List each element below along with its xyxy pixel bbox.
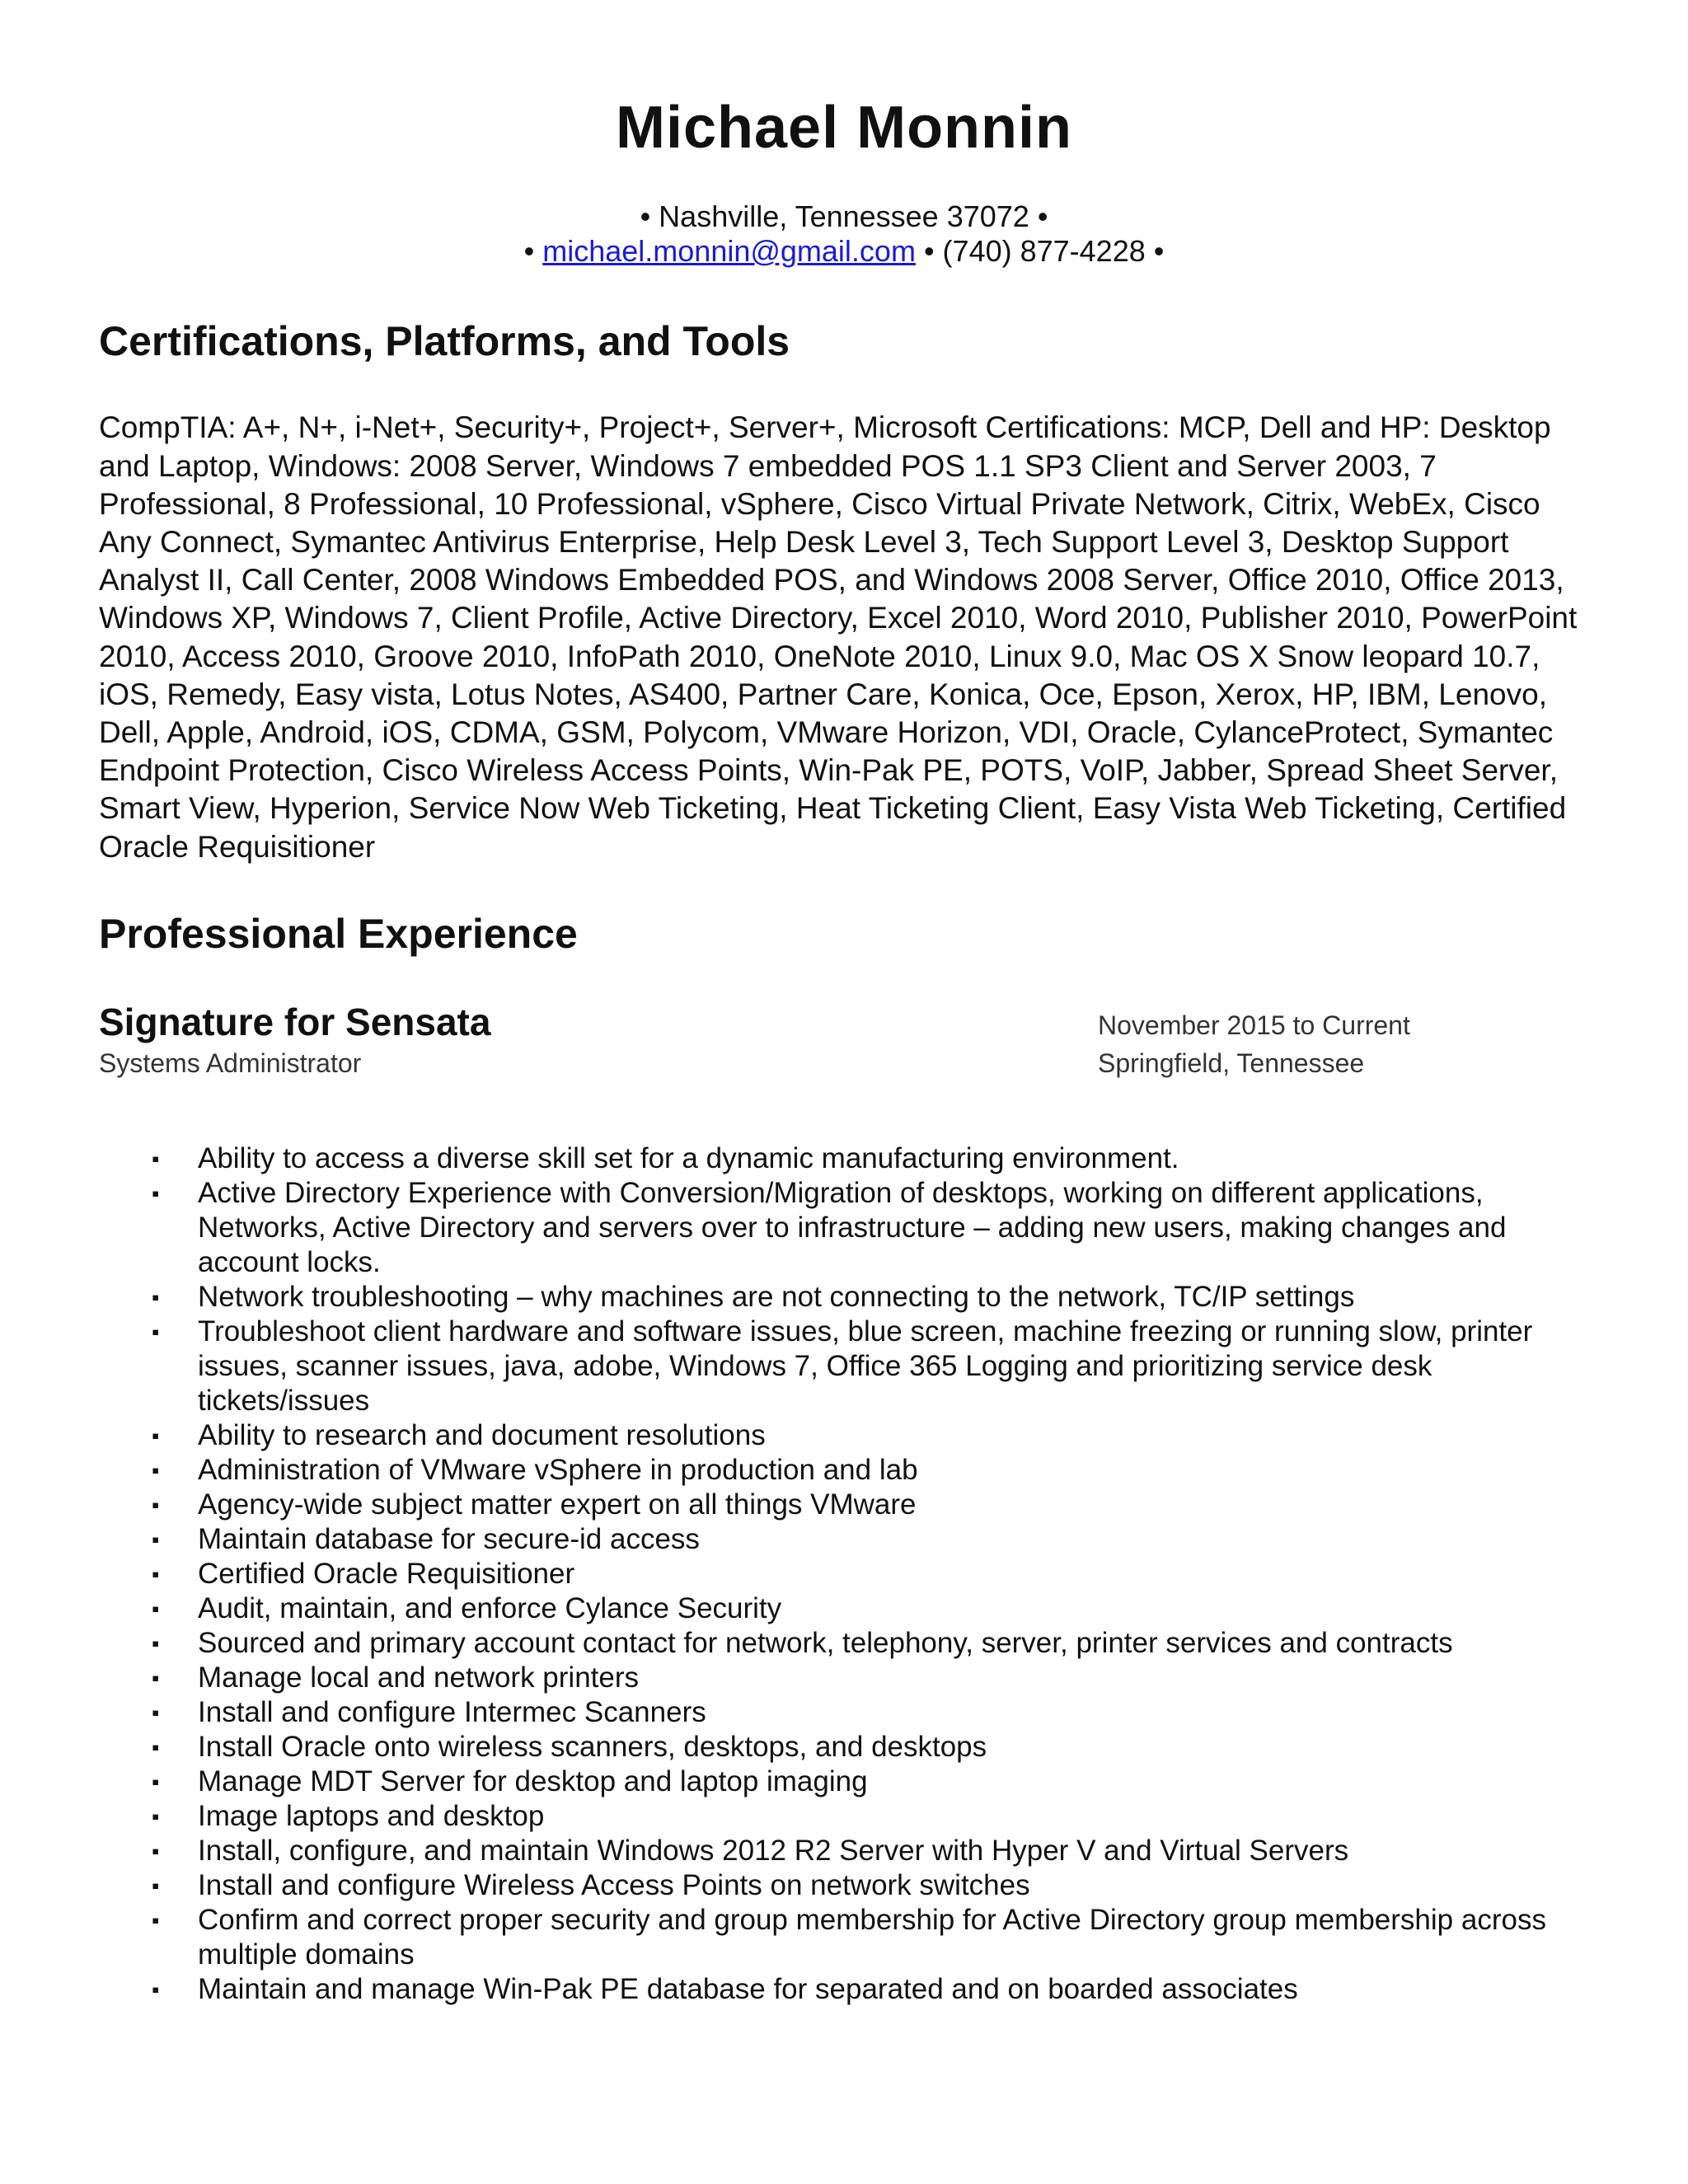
email-phone-line [99, 234, 1589, 269]
job-company: Signature for Sensata [99, 1000, 491, 1043]
list-item [99, 1695, 1591, 1730]
bullet-icon: ▪ [152, 1492, 160, 1517]
certifications-heading: Certifications, Platforms, and Tools [99, 318, 790, 365]
bullet-text: Active Directory Experience with Conversion/Migration of desktops, working on different applications, Networks, Active Directory and servers over to infrastructure – adding new users, making changes and account locks. [198, 1176, 1507, 1278]
bullet-text: Maintain and manage Win-Pak PE database for separated and on boarded associates [198, 1972, 1298, 2005]
bullet-text: Install, configure, and maintain Windows 2012 R2 Server with Hyper V and Virtual Servers [198, 1834, 1349, 1867]
list-item [99, 1591, 1591, 1626]
bullet-icon: ▪ [152, 1561, 160, 1586]
bullet-icon: ▪ [152, 1630, 160, 1656]
bullet-text: Network troubleshooting – why machines are not connecting to the network, TC/IP settings [198, 1280, 1355, 1313]
bullet-text: Administration of VMware vSphere in production and lab [198, 1453, 918, 1486]
list-item [99, 1903, 1591, 1972]
candidate-name: Michael Monnin [616, 95, 1072, 161]
bullet-text: Manage local and network printers [198, 1661, 640, 1694]
bullet-icon: ▪ [152, 1180, 160, 1206]
list-item [99, 1557, 1591, 1591]
list-item [99, 1799, 1591, 1834]
bullet-text: Ability to research and document resolutions [198, 1418, 766, 1451]
list-item [99, 1418, 1591, 1453]
list-item [99, 1661, 1591, 1695]
list-item [99, 1176, 1591, 1280]
bullet-text: Audit, maintain, and enforce Cylance Security [198, 1591, 782, 1624]
bullet-text: Sourced and primary account contact for network, telephony, server, printer services and contracts [198, 1626, 1453, 1659]
bullet-text: Ability to access a diverse skill set for a dynamic manufacturing environment. [198, 1141, 1179, 1174]
bullet-icon: ▪ [152, 1457, 160, 1483]
bullet-icon: ▪ [152, 1422, 160, 1448]
job-location: Springfield, Tennessee [1098, 1047, 1365, 1078]
contact-block [99, 199, 1589, 269]
bullet-text: Install and configure Wireless Access Points on network switches [198, 1868, 1030, 1901]
bullet-icon: ▪ [152, 1734, 160, 1760]
bullet-icon: ▪ [152, 1838, 160, 1863]
list-item [99, 1626, 1591, 1661]
job-bullet-list [99, 1141, 1591, 2007]
bullet-icon: ▪ [152, 1665, 160, 1690]
list-item [99, 1972, 1591, 2007]
job-dates: November 2015 to Current [1098, 1010, 1410, 1040]
bullet-icon: ▪ [152, 1872, 160, 1898]
bullet-text: Install and configure Intermec Scanners [198, 1695, 706, 1728]
bullet-icon: ▪ [152, 1976, 160, 2002]
list-item [99, 1141, 1591, 1176]
address-line: • Nashville, Tennessee 37072 • [640, 199, 1048, 234]
list-item [99, 1488, 1591, 1522]
bullet-icon: ▪ [152, 1803, 160, 1829]
job-title: Systems Administrator [99, 1047, 362, 1078]
job-header [99, 1000, 1589, 1079]
list-item [99, 1280, 1591, 1315]
list-item [99, 1868, 1591, 1903]
list-item [99, 1765, 1591, 1799]
list-item [99, 1834, 1591, 1868]
list-item [99, 1453, 1591, 1488]
list-item [99, 1315, 1591, 1418]
bullet-text: Maintain database for secure-id access [198, 1522, 700, 1555]
list-item [99, 1730, 1591, 1765]
bullet-text: Manage MDT Server for desktop and laptop imaging [198, 1765, 868, 1797]
bullet-text: Agency-wide subject matter expert on all things VMware [198, 1488, 917, 1521]
bullet-icon: ▪ [152, 1769, 160, 1794]
bullet-text: Image laptops and desktop [198, 1799, 545, 1832]
experience-heading: Professional Experience [99, 910, 578, 957]
contact-suffix: • (740) 877-4228 • [915, 234, 1165, 269]
bullet-icon: ▪ [152, 1284, 160, 1310]
bullet-text: Confirm and correct proper security and group membership for Active Directory group membership across multiple domains [198, 1903, 1546, 1971]
bullet-icon: ▪ [152, 1146, 160, 1171]
bullet-icon: ▪ [152, 1319, 160, 1344]
bullet-icon: ▪ [152, 1526, 160, 1552]
bullet-text: Certified Oracle Requisitioner [198, 1557, 575, 1590]
email-link[interactable]: michael.monnin@gmail.com [542, 234, 916, 269]
bullet-icon: ▪ [152, 1596, 160, 1621]
list-item [99, 1522, 1591, 1557]
bullet-text: Install Oracle onto wireless scanners, desktops, and desktops [198, 1730, 987, 1763]
bullet-icon: ▪ [152, 1907, 160, 1933]
contact-prefix: • [523, 234, 543, 269]
certifications-text: CompTIA: A+, N+, i-Net+, Security+, Project+, Server+, Microsoft Certifications: MCP, Dell and HP: Desktop and Laptop, Windows: 2008 Server, Windows 7 embedded POS 1.1 SP3 Client and Server 2003, 7 Professional, 8 Professional, 10 Professional, vSphere, Cisco Virtual Private Network, Citrix, WebEx, Cisco Any Connect, Symantec Antivirus Enterprise, Help Desk Level 3, Tech Support Level 3, Desktop Support Analyst II, Call Center, 2008 Windows Embedded POS, and Windows 2008 Server, Office 2010, Office 2013, Windows XP, Windows 7, Client Profile, Active Directory, Excel 2010, Word 2010, Publisher 2010, PowerPoint 2010, Access 2010, Groove 2010, InfoPath 2010, OneNote 2010, Linux 9.0, Mac OS X Snow leopard 10.7, iOS, Remedy, Easy vista, Lotus Notes, AS400, Partner Care, Konica, Oce, Epson, Xerox, HP, IBM, Lenovo, Dell, Apple, Android, iOS, CDMA, GSM, Polycom, VMware Horizon, VDI, Oracle, CylanceProtect, Symantec Endpoint Protection, Cisco Wireless Access Points, Win-Pak PE, POTS, VoIP, Jabber, Spread Sheet Server, Smart View, Hyperion, Service Now Web Ticketing, Heat Ticketing Client, Easy Vista Web Ticketing, Certified Oracle Requisitioner [99, 410, 1578, 864]
bullet-text: Troubleshoot client hardware and software issues, blue screen, machine freezing or running slow, printer issues, scanner issues, java, adobe, Windows 7, Office 365 Logging and prioritizing service desk tickets/issues [198, 1315, 1533, 1417]
bullet-icon: ▪ [152, 1699, 160, 1725]
